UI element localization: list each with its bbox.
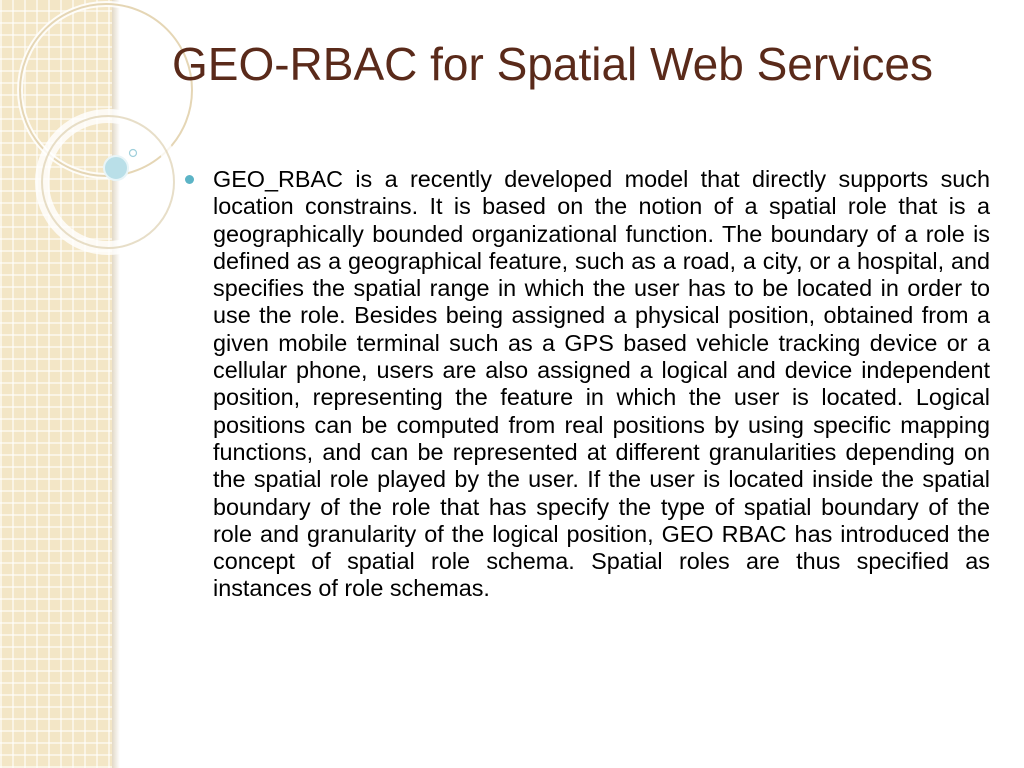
slide-content [185, 166, 990, 603]
bullet-text: GEO_RBAC is a recently developed model that directly supports such location constrains. It is based on the notion of a spatial role that is a geographically bounded organizational function. The boundary of a role is defined as a geographical feature, such as a road, a city, or a hospital, and specifies the spatial range in which the user has to be located in order to use the role. Besides being assigned a physical position, obtained from a given mobile terminal such as a GPS based vehicle tracking device or a cellular phone, users are also assigned a logical and device independent position, representing the feature in which the user is located. Logical positions can be computed from real positions by using specific mapping functions, and can be represented at different granularities depending on the spatial role played by the user. If the user is located inside the spatial boundary of the role that has specify the type of spatial boundary of the role and granularity of the logical position, GEO RBAC has introduced the concept of spatial role schema. Spatial roles are thus specified as instances of role schemas. [213, 166, 990, 602]
slide-title: GEO-RBAC for Spatial Web Services [172, 38, 933, 90]
decorative-rings-graphic [0, 0, 160, 260]
bullet-dot-icon [185, 175, 194, 184]
bullet-item [185, 166, 990, 603]
